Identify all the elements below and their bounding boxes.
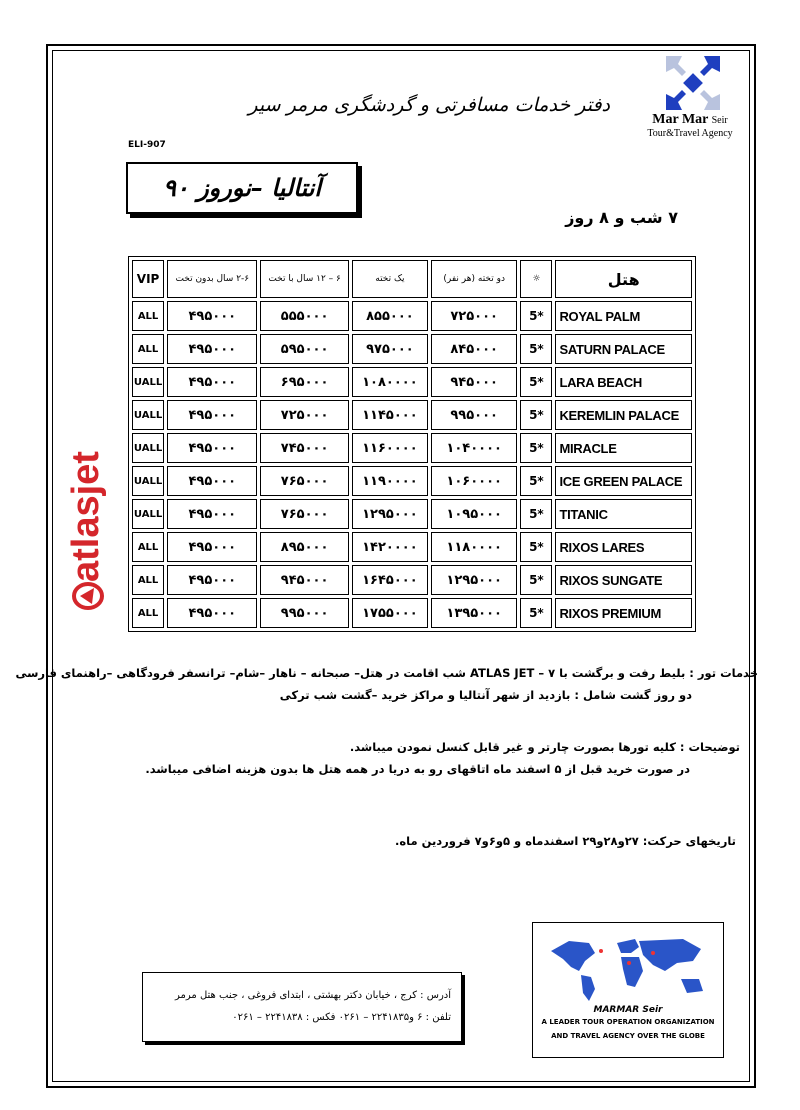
- row-single: ۱۲۹۵۰۰۰: [352, 499, 428, 529]
- row-child-with-bed: ۹۹۵۰۰۰: [260, 598, 348, 628]
- row-double: ۹۹۵۰۰۰: [431, 400, 517, 430]
- row-child-no-bed: ۴۹۵۰۰۰: [167, 532, 257, 562]
- table-row: [132, 598, 692, 628]
- row-double: ۱۰۹۵۰۰۰: [431, 499, 517, 529]
- row-star: 5*: [520, 400, 552, 430]
- table-row: [132, 400, 692, 430]
- row-hotel-name: KEREMLIN PALACE: [555, 400, 692, 430]
- row-vip: UALL: [132, 400, 164, 430]
- header-star-icon: ☼: [520, 260, 552, 298]
- promo-line-1: A LEADER TOUR OPERATION ORGANIZATION: [541, 1018, 715, 1026]
- row-vip: ALL: [132, 565, 164, 595]
- row-single: ۱۱۴۵۰۰۰: [352, 400, 428, 430]
- header-hotel: هتل: [555, 260, 692, 298]
- logo-name-suffix: Seir: [711, 115, 728, 126]
- row-vip: ALL: [132, 532, 164, 562]
- row-hotel-name: LARA BEACH: [555, 367, 692, 397]
- table-row: [132, 466, 692, 496]
- table-row: [132, 334, 692, 364]
- row-child-no-bed: ۴۹۵۰۰۰: [167, 301, 257, 331]
- row-hotel-name: RIXOS SUNGATE: [555, 565, 692, 595]
- remarks-note: توضیحات : کلیه تورها بصورت چارتر و غیر قابل کنسل نمودن میباشد.: [349, 740, 740, 754]
- logo-subtitle: Tour&Travel Agency: [647, 128, 733, 139]
- row-vip: UALL: [132, 367, 164, 397]
- row-star: 5*: [520, 433, 552, 463]
- row-child-no-bed: ۴۹۵۰۰۰: [167, 466, 257, 496]
- logo-name: Mar Mar: [652, 112, 709, 127]
- address-line: آدرس : کرج ، خیابان دکتر بهشتی ، ابتدای فروغی ، جنب هتل مرمر: [175, 990, 451, 1001]
- row-double: ۱۲۹۵۰۰۰: [431, 565, 517, 595]
- row-vip: ALL: [132, 334, 164, 364]
- row-single: ۱۶۴۵۰۰۰: [352, 565, 428, 595]
- row-child-no-bed: ۴۹۵۰۰۰: [167, 400, 257, 430]
- row-child-with-bed: ۷۶۵۰۰۰: [260, 466, 348, 496]
- row-hotel-name: TITANIC: [555, 499, 692, 529]
- row-single: ۱۱۶۰۰۰۰: [352, 433, 428, 463]
- row-hotel-name: RIXOS LARES: [555, 532, 692, 562]
- row-star: 5*: [520, 367, 552, 397]
- row-double: ۸۴۵۰۰۰: [431, 334, 517, 364]
- row-double: ۹۴۵۰۰۰: [431, 367, 517, 397]
- row-child-no-bed: ۴۹۵۰۰۰: [167, 367, 257, 397]
- table-row: [132, 565, 692, 595]
- row-child-with-bed: ۷۴۵۰۰۰: [260, 433, 348, 463]
- world-map-icon: [543, 931, 713, 1003]
- row-vip: UALL: [132, 466, 164, 496]
- row-single: ۱۴۲۰۰۰۰: [352, 532, 428, 562]
- sea-view-note: در صورت خرید قبل از ۵ اسفند ماه اتاقهای رو به دریا در همه هتل ها بدون هزینه اضافی میباشد.: [145, 762, 690, 776]
- city-tour-note: دو روز گشت شامل : بازدید از شهر آنتالیا و مراکز خرید –گشت شب ترکی: [279, 688, 692, 702]
- table-row: [132, 532, 692, 562]
- header-double: دو تخته (هر نفر): [431, 260, 517, 298]
- header-single: یک تخته: [352, 260, 428, 298]
- row-single: ۹۷۵۰۰۰: [352, 334, 428, 364]
- price-table: [128, 256, 696, 632]
- row-child-no-bed: ۴۹۵۰۰۰: [167, 334, 257, 364]
- row-double: ۷۲۵۰۰۰: [431, 301, 517, 331]
- row-child-no-bed: ۴۹۵۰۰۰: [167, 499, 257, 529]
- row-star: 5*: [520, 301, 552, 331]
- promo-brand: MARMAR Seir: [593, 1005, 663, 1015]
- table-header-row: [132, 260, 692, 298]
- atlasjet-logo: [58, 370, 118, 610]
- row-child-no-bed: ۴۹۵۰۰۰: [167, 433, 257, 463]
- row-vip: UALL: [132, 433, 164, 463]
- row-child-with-bed: ۶۹۵۰۰۰: [260, 367, 348, 397]
- row-child-with-bed: ۸۹۵۰۰۰: [260, 532, 348, 562]
- header-child-with-bed: ۶ – ۱۲ سال با تخت: [260, 260, 348, 298]
- row-child-with-bed: ۵۹۵۰۰۰: [260, 334, 348, 364]
- row-child-with-bed: ۷۲۵۰۰۰: [260, 400, 348, 430]
- row-star: 5*: [520, 466, 552, 496]
- promo-line-2: AND TRAVEL AGENCY OVER THE GLOBE: [551, 1032, 705, 1040]
- row-double: ۱۰۴۰۰۰۰: [431, 433, 517, 463]
- row-vip: ALL: [132, 598, 164, 628]
- row-hotel-name: ICE GREEN PALACE: [555, 466, 692, 496]
- row-double: ۱۳۹۵۰۰۰: [431, 598, 517, 628]
- services-note: خدمات تور : بلیط رفت و برگشت با ATLAS JET – ۷ شب اقامت در هتل– صبحانه – ناهار –شام– ترانسفر فرودگاهی –راهنمای فارسی: [15, 666, 758, 680]
- atlasjet-plane-icon: [74, 584, 102, 608]
- row-single: ۱۱۹۰۰۰۰: [352, 466, 428, 496]
- departure-dates-note: تاریخهای حرکت: ۲۷و۲۸و۲۹ اسفندماه و ۵و۶و۷ فروردین ماه.: [395, 834, 736, 848]
- tour-title: آنتالیا –نوروز ۹۰: [126, 162, 358, 214]
- row-star: 5*: [520, 565, 552, 595]
- row-single: ۱۷۵۵۰۰۰: [352, 598, 428, 628]
- marmar-logo-icon: [664, 54, 722, 112]
- row-star: 5*: [520, 532, 552, 562]
- table-row: [132, 433, 692, 463]
- row-double: ۱۰۶۰۰۰۰: [431, 466, 517, 496]
- table-row: [132, 301, 692, 331]
- logo-text: [630, 112, 750, 139]
- header-vip: VIP: [132, 260, 164, 298]
- row-single: ۱۰۸۰۰۰۰: [352, 367, 428, 397]
- header-child-no-bed: ۲-۶ سال بدون تخت: [167, 260, 257, 298]
- promo-box: [532, 922, 724, 1058]
- row-vip: UALL: [132, 499, 164, 529]
- row-hotel-name: RIXOS PREMIUM: [555, 598, 692, 628]
- reference-code: ELI-907: [128, 140, 166, 150]
- row-child-with-bed: ۹۴۵۰۰۰: [260, 565, 348, 595]
- row-child-with-bed: ۵۵۵۰۰۰: [260, 301, 348, 331]
- row-double: ۱۱۸۰۰۰۰: [431, 532, 517, 562]
- tour-duration: ۷ شب و ۸ روز: [565, 208, 678, 227]
- agency-title: دفتر خدمات مسافرتی و گردشگری مرمر سیر: [248, 94, 610, 116]
- row-child-no-bed: ۴۹۵۰۰۰: [167, 565, 257, 595]
- row-child-no-bed: ۴۹۵۰۰۰: [167, 598, 257, 628]
- row-hotel-name: ROYAL PALM: [555, 301, 692, 331]
- atlasjet-wordmark: atlasjet: [65, 451, 107, 582]
- row-hotel-name: MIRACLE: [555, 433, 692, 463]
- table-row: [132, 499, 692, 529]
- row-vip: ALL: [132, 301, 164, 331]
- address-box: [142, 972, 462, 1042]
- phone-line: تلفن : ۶ و۲۲۴۱۸۳۵ – ۰۲۶۱ فکس : ۲۲۴۱۸۳۸ – ۰۲۶۱: [232, 1012, 451, 1023]
- row-star: 5*: [520, 598, 552, 628]
- table-row: [132, 367, 692, 397]
- row-star: 5*: [520, 499, 552, 529]
- row-hotel-name: SATURN PALACE: [555, 334, 692, 364]
- row-single: ۸۵۵۰۰۰: [352, 301, 428, 331]
- row-star: 5*: [520, 334, 552, 364]
- row-child-with-bed: ۷۶۵۰۰۰: [260, 499, 348, 529]
